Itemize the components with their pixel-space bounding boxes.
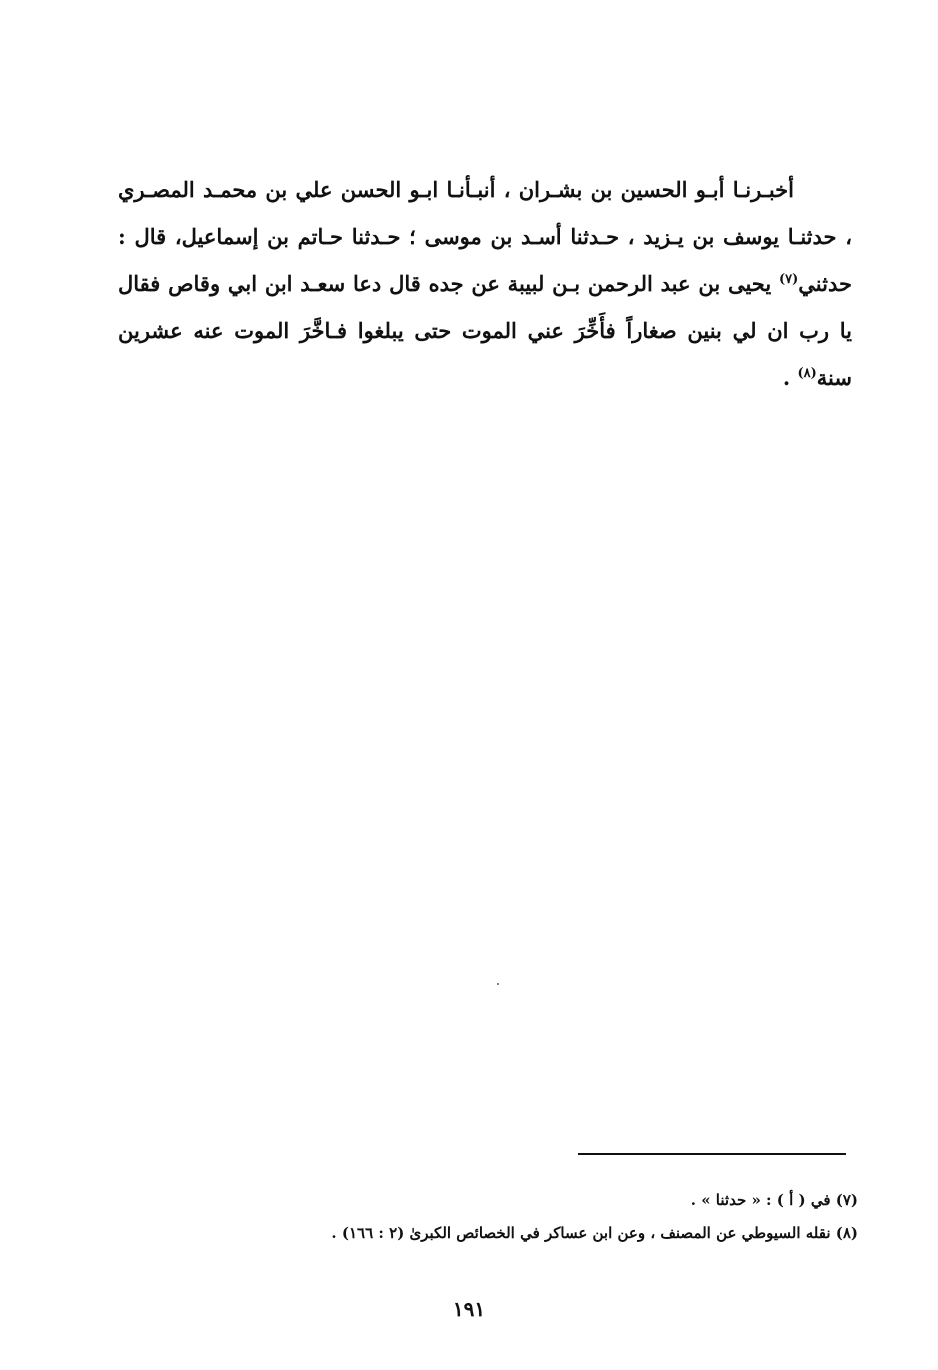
main-text-body	[118, 166, 852, 401]
footnote-separator-rule	[578, 1153, 846, 1155]
footnotes-section	[200, 1184, 858, 1250]
footnote-reference-7: (٧)	[779, 272, 799, 287]
scan-speck	[497, 983, 499, 985]
paragraph-text-part-2: يحيى بن عبد الرحمن بـن لبيبة عن جده قال دعا سعـد ابن ابي وقاص فقال يا رب ان لي بنين صغاراً فأَخِّرَ عني الموت حتى يبلغوا فـاخَّرَ الموت عنه عشرين سنة	[118, 271, 852, 390]
hadith-paragraph	[118, 166, 852, 401]
paragraph-text-part-1: أخبـرنـا أبـو الحسين بن بشـران ، أنبـأنـا ابـو الحسن علي بن محمـد المصـري ، حدثنـا يوسف بن يـزيد ، حـدثنا أسـد بن موسى ؛ حـدثنا حـاتم بن إسماعيل، قال : حدثني	[118, 177, 852, 296]
footnote-8: (٨) نقله السيوطي عن المصنف ، وعن ابن عساكر في الخصائص الكبرىٰ (٢ : ١٦٦) .	[331, 1224, 858, 1242]
footnote-reference-8: (٨)	[797, 366, 817, 381]
paragraph-end-punctuation: .	[782, 365, 798, 390]
footnote-7: (٧) في ( أ ) : « حدثنا » .	[690, 1191, 858, 1209]
page-number: ١٩١	[452, 1297, 486, 1321]
